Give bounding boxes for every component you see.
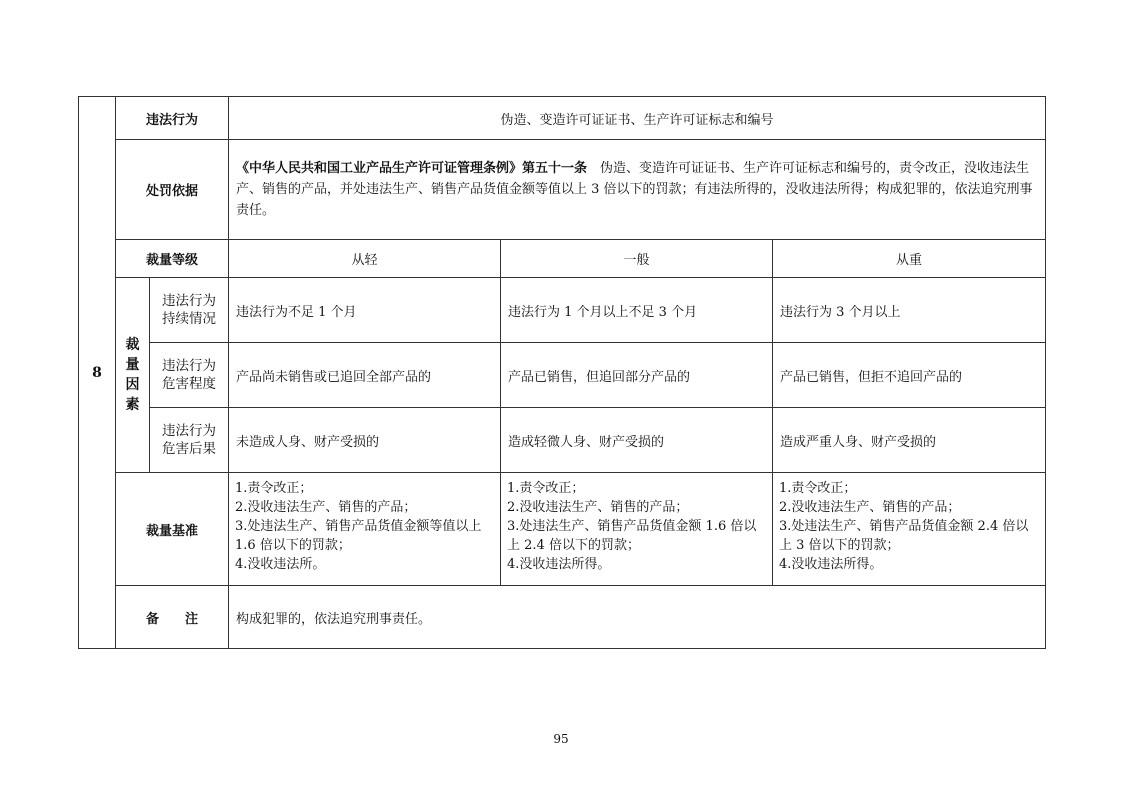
standard-item: 4.没收违法所得。 [779, 557, 883, 572]
factor-duration-heavy: 违法行为 3 个月以上 [773, 278, 1046, 343]
factor-label-line: 持续情况 [162, 311, 216, 327]
factor-duration-normal: 违法行为 1 个月以上不足 3 个月 [501, 278, 773, 343]
factors-label-char: 量 [125, 357, 140, 373]
standard-item: 1.责令改正； [235, 481, 313, 496]
standard-heavy [773, 473, 1046, 586]
factor-row [79, 408, 1046, 473]
remarks-value: 构成犯罪的，依法追究刑事责任。 [229, 586, 1046, 649]
factors-label-char: 因 [125, 377, 140, 393]
penalty-basis-law: 《中华人民共和国工业产品生产许可证管理条例》第五十一条 [236, 161, 588, 176]
standard-item: 2.没收违法生产、销售的产品； [235, 500, 417, 515]
discretion-standard-row [79, 473, 1046, 586]
level-heavy: 从重 [773, 240, 1046, 278]
level-light: 从轻 [229, 240, 501, 278]
factor-severity-normal: 产品已销售，但追回部分产品的 [501, 343, 773, 408]
factor-row [79, 343, 1046, 408]
violation-label: 违法行为 [116, 97, 229, 140]
penalty-basis-label: 处罚依据 [116, 140, 229, 240]
standard-item: 1.责令改正； [779, 481, 857, 496]
discretion-level-label: 裁量等级 [116, 240, 229, 278]
factor-label-line: 违法行为 [162, 423, 216, 439]
standard-item: 4.没收违法所。 [235, 557, 326, 572]
factor-label-line: 违法行为 [162, 358, 216, 374]
factor-label-line: 危害后果 [162, 441, 216, 457]
standard-light [229, 473, 501, 586]
standard-item: 2.没收违法生产、销售的产品； [507, 500, 689, 515]
factor-label-line: 违法行为 [162, 293, 216, 309]
factor-severity-label [150, 343, 229, 408]
factors-label-char: 裁 [125, 337, 140, 353]
factor-consequence-light: 未造成人身、财产受损的 [229, 408, 501, 473]
factor-consequence-normal: 造成轻微人身、财产受损的 [501, 408, 773, 473]
factor-row [79, 278, 1046, 343]
discretion-factors-label [116, 278, 150, 473]
standard-item: 1.责令改正； [507, 481, 585, 496]
factor-consequence-label [150, 408, 229, 473]
standard-item: 3.处违法生产、销售产品货值金额 1.6 倍以上 2.4 倍以下的罚款； [507, 519, 757, 553]
standard-item: 2.没收违法生产、销售的产品； [779, 500, 961, 515]
standard-item: 3.处违法生产、销售产品货值金额 2.4 倍以上 3 倍以下的罚款； [779, 519, 1029, 553]
standard-normal [501, 473, 773, 586]
discretion-table [78, 96, 1046, 649]
factor-consequence-heavy: 造成严重人身、财产受损的 [773, 408, 1046, 473]
row-number: 8 [79, 97, 116, 649]
remarks-row [79, 586, 1046, 649]
factor-severity-heavy: 产品已销售，但拒不追回产品的 [773, 343, 1046, 408]
factor-severity-light: 产品尚未销售或已追回全部产品的 [229, 343, 501, 408]
standard-item: 4.没收违法所得。 [507, 557, 611, 572]
page-number: 95 [553, 732, 569, 746]
violation-row [79, 97, 1046, 140]
factors-label-char: 素 [125, 397, 140, 413]
standard-item: 3.处违法生产、销售产品货值金额等值以上 1.6 倍以下的罚款； [235, 519, 482, 553]
discretion-level-row [79, 240, 1046, 278]
factor-duration-label [150, 278, 229, 343]
penalty-basis-cell [229, 140, 1046, 240]
factor-duration-light: 违法行为不足 1 个月 [229, 278, 501, 343]
discretion-standard-label: 裁量基准 [116, 473, 229, 586]
remarks-label: 备 注 [116, 586, 229, 649]
penalty-basis-row [79, 140, 1046, 240]
level-normal: 一般 [501, 240, 773, 278]
violation-value: 伪造、变造许可证证书、生产许可证标志和编号 [229, 97, 1046, 140]
factor-label-line: 危害程度 [162, 376, 216, 392]
penalty-basis-text: 伪造、变造许可证证书、生产许可证标志和编号的，责令改正，没收违法生产、销售的产品，并处违法生产、销售产品货值金额等值以上 3 倍以下的罚款；有违法所得的，没收违法所得；构成犯罪的，依法追究刑事责任。 [236, 161, 1033, 218]
